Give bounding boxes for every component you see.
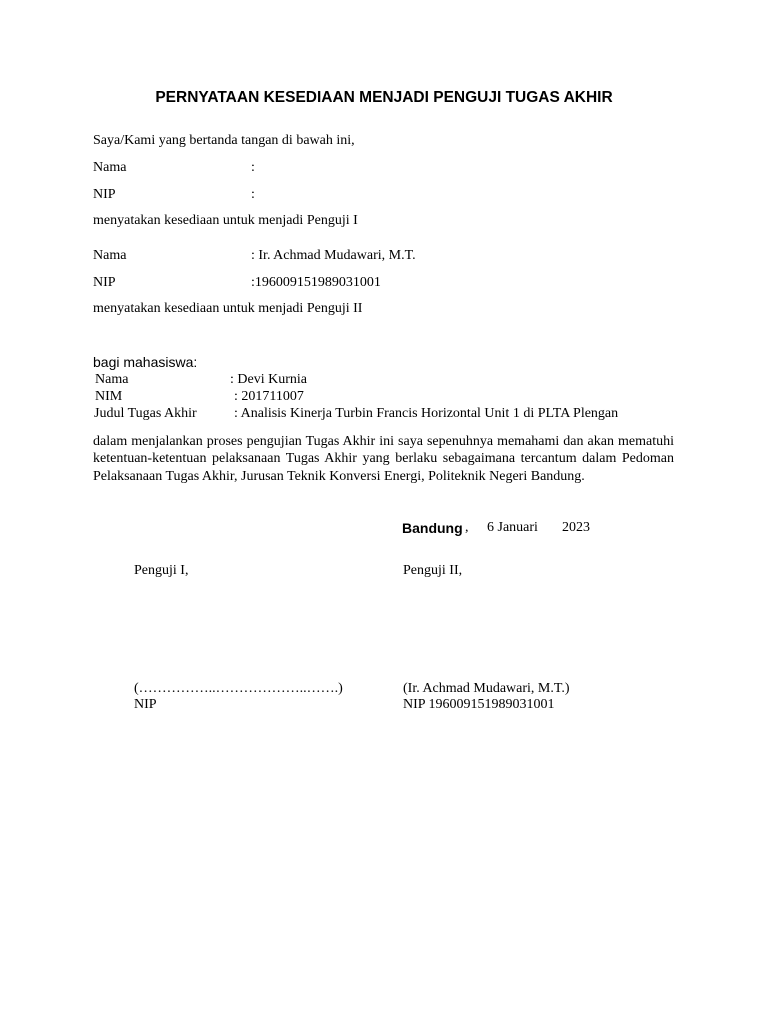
- signer-nip-value: :: [251, 187, 255, 202]
- signer-nama-label: Nama: [93, 160, 127, 175]
- penguji2-nip-value: :196009151989031001: [251, 275, 381, 290]
- student-judul-value: : Analisis Kinerja Turbin Francis Horizontal Unit 1 di PLTA Plengan: [234, 406, 619, 421]
- penguji2-role: Penguji II,: [403, 563, 463, 578]
- student-nim-value: : 201711007: [234, 389, 304, 404]
- statement-penguji-2: menyatakan kesediaan untuk menjadi Penguji II: [93, 301, 363, 316]
- student-nama-label: Nama: [95, 372, 129, 387]
- penguji1-nip: NIP: [134, 697, 157, 712]
- date-day-month: 6 Januari: [487, 520, 538, 535]
- student-judul-label: Judul Tugas Akhir: [94, 406, 197, 421]
- penguji2-nip: NIP 196009151989031001: [403, 697, 555, 712]
- student-nim-label: NIM: [95, 389, 123, 404]
- signer-nama-value: :: [251, 160, 255, 175]
- signer-nip-label: NIP: [93, 187, 116, 202]
- penguji1-role: Penguji I,: [134, 563, 189, 578]
- body-paragraph: dalam menjalankan proses pengujian Tugas Akhir ini saya sepenuhnya memahami dan akan mematuhi ketentuan-ketentuan pelaksanaan Tugas Akhir yang berlaku sebagaimana tercantum dalam Pedoman Pelaksanaan Tugas Akhir, Jurusan Teknik Konversi Energi, Politeknik Negeri Bandung.: [93, 434, 674, 484]
- penguji2-nip-label: NIP: [93, 275, 116, 290]
- penguji2-name: (Ir. Achmad Mudawari, M.T.): [403, 681, 570, 696]
- student-heading: bagi mahasiswa:: [93, 354, 198, 370]
- penguji2-nama-label: Nama: [93, 248, 127, 263]
- student-nama-value: : Devi Kurnia: [230, 372, 307, 387]
- statement-penguji-1: menyatakan kesediaan untuk menjadi Penguji I: [93, 213, 358, 228]
- place-comma: ,: [465, 520, 469, 535]
- place-city: Bandung: [402, 520, 463, 536]
- penguji2-nama-value: : Ir. Achmad Mudawari, M.T.: [251, 248, 416, 263]
- date-year: 2023: [562, 520, 590, 535]
- intro-text: Saya/Kami yang bertanda tangan di bawah ini,: [93, 133, 355, 148]
- penguji1-name-blank: (……………..………………..…….): [134, 681, 343, 696]
- document-title: PERNYATAAN KESEDIAAN MENJADI PENGUJI TUGAS AKHIR: [155, 89, 613, 106]
